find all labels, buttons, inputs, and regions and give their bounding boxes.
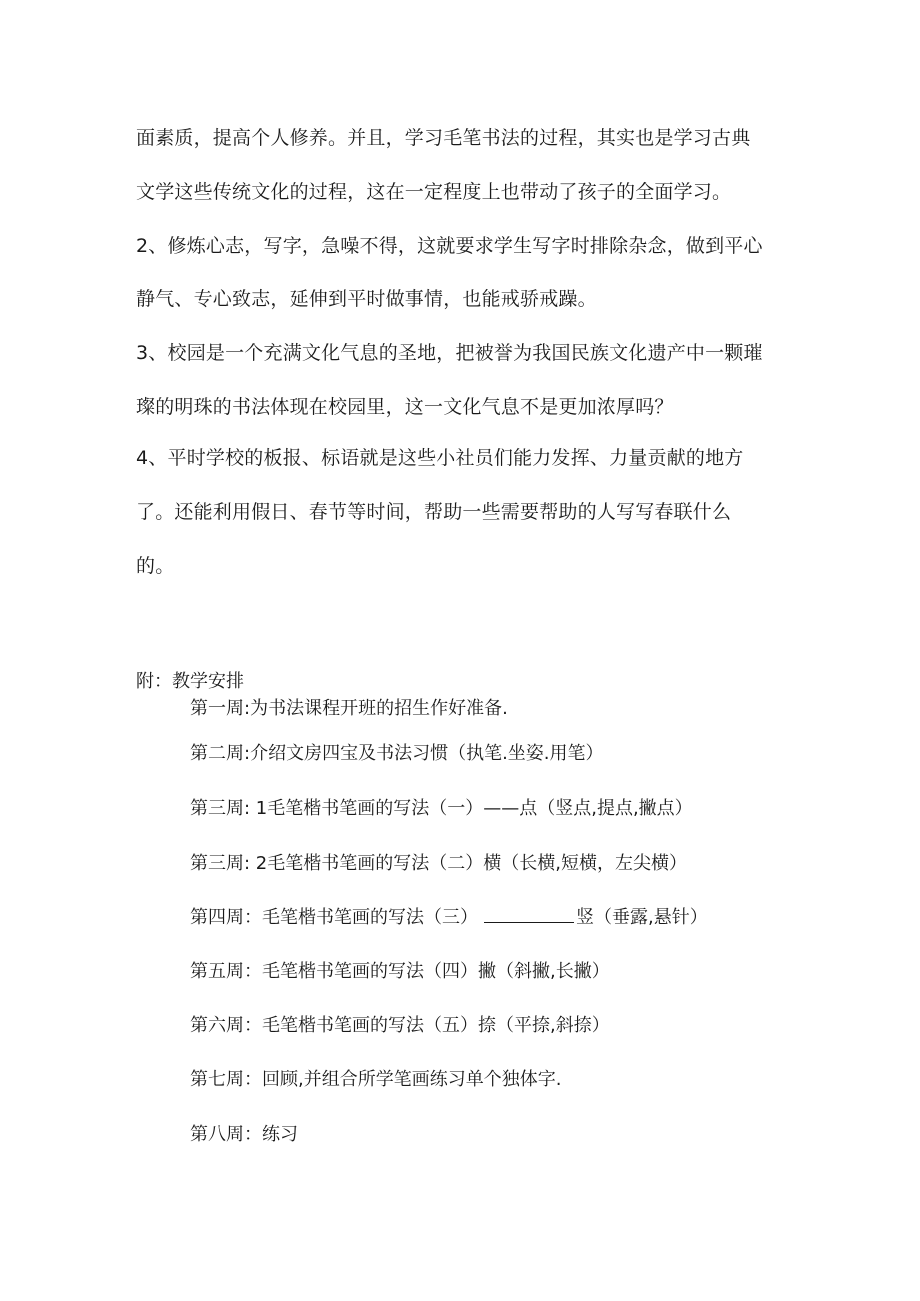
- schedule-item-week-3b: 第三周: 2毛笔楷书笔画的写法（二）横（长横,短横，左尖横）: [190, 853, 687, 874]
- schedule-item-week-2: 第二周:介绍文房四宝及书法习惯（执笔.坐姿.用笔）: [190, 743, 604, 764]
- paragraph-1-line-2: 文学这些传统文化的过程，这在一定程度上也带动了孩子的全面学习。: [136, 181, 732, 203]
- paragraph-4-line-2: 了。还能利用假日、春节等时间，帮助一些需要帮助的人写写春联什么: [136, 501, 732, 523]
- paragraph-4-line-3: 的。: [136, 555, 175, 577]
- schedule-item-week-6: 第六周：毛笔楷书笔画的写法（五）捺（平捺,斜捺）: [190, 1015, 610, 1036]
- paragraph-3-line-2: 璨的明珠的书法体现在校园里，这一文化气息不是更加浓厚吗？: [136, 396, 674, 418]
- schedule-item-week-8: 第八周：练习: [190, 1124, 298, 1145]
- schedule-item-week-1: 第一周:为书法课程开班的招生作好准备.: [190, 698, 508, 719]
- schedule-title: 附：教学安排: [136, 671, 244, 692]
- schedule-item-week-4-text: 第四周：毛笔楷书笔画的写法（三）: [190, 907, 478, 928]
- paragraph-3-line-1: 3、校园是一个充满文化气息的圣地，把被誉为我国民族文化遗产中一颗璀: [136, 342, 763, 364]
- paragraph-1-line-1: 面素质，提高个人修养。并且，学习毛笔书法的过程，其实也是学习古典: [136, 127, 751, 149]
- paragraph-4-line-1: 4、平时学校的板报、标语就是这些小社员们能力发挥、力量贡献的地方: [136, 447, 744, 469]
- schedule-item-week-4: [190, 906, 708, 930]
- paragraph-2-line-1: 2、修炼心志，写字，急噪不得，这就要求学生写字时排除杂念，做到平心: [136, 235, 763, 257]
- schedule-item-week-5: 第五周：毛笔楷书笔画的写法（四）撇（斜撇,长撇）: [190, 961, 610, 982]
- fill-in-blank: [484, 906, 574, 923]
- schedule-item-week-4-suffix: 竖（垂露,悬针）: [576, 907, 708, 928]
- schedule-item-week-3a: 第三周: 1毛笔楷书笔画的写法（一）——点（竖点,提点,撇点）: [190, 798, 693, 819]
- schedule-item-week-7: 第七周：回顾,并组合所学笔画练习单个独体字.: [190, 1069, 562, 1090]
- paragraph-2-line-2: 静气、专心致志，延伸到平时做事情，也能戒骄戒躁。: [136, 288, 597, 310]
